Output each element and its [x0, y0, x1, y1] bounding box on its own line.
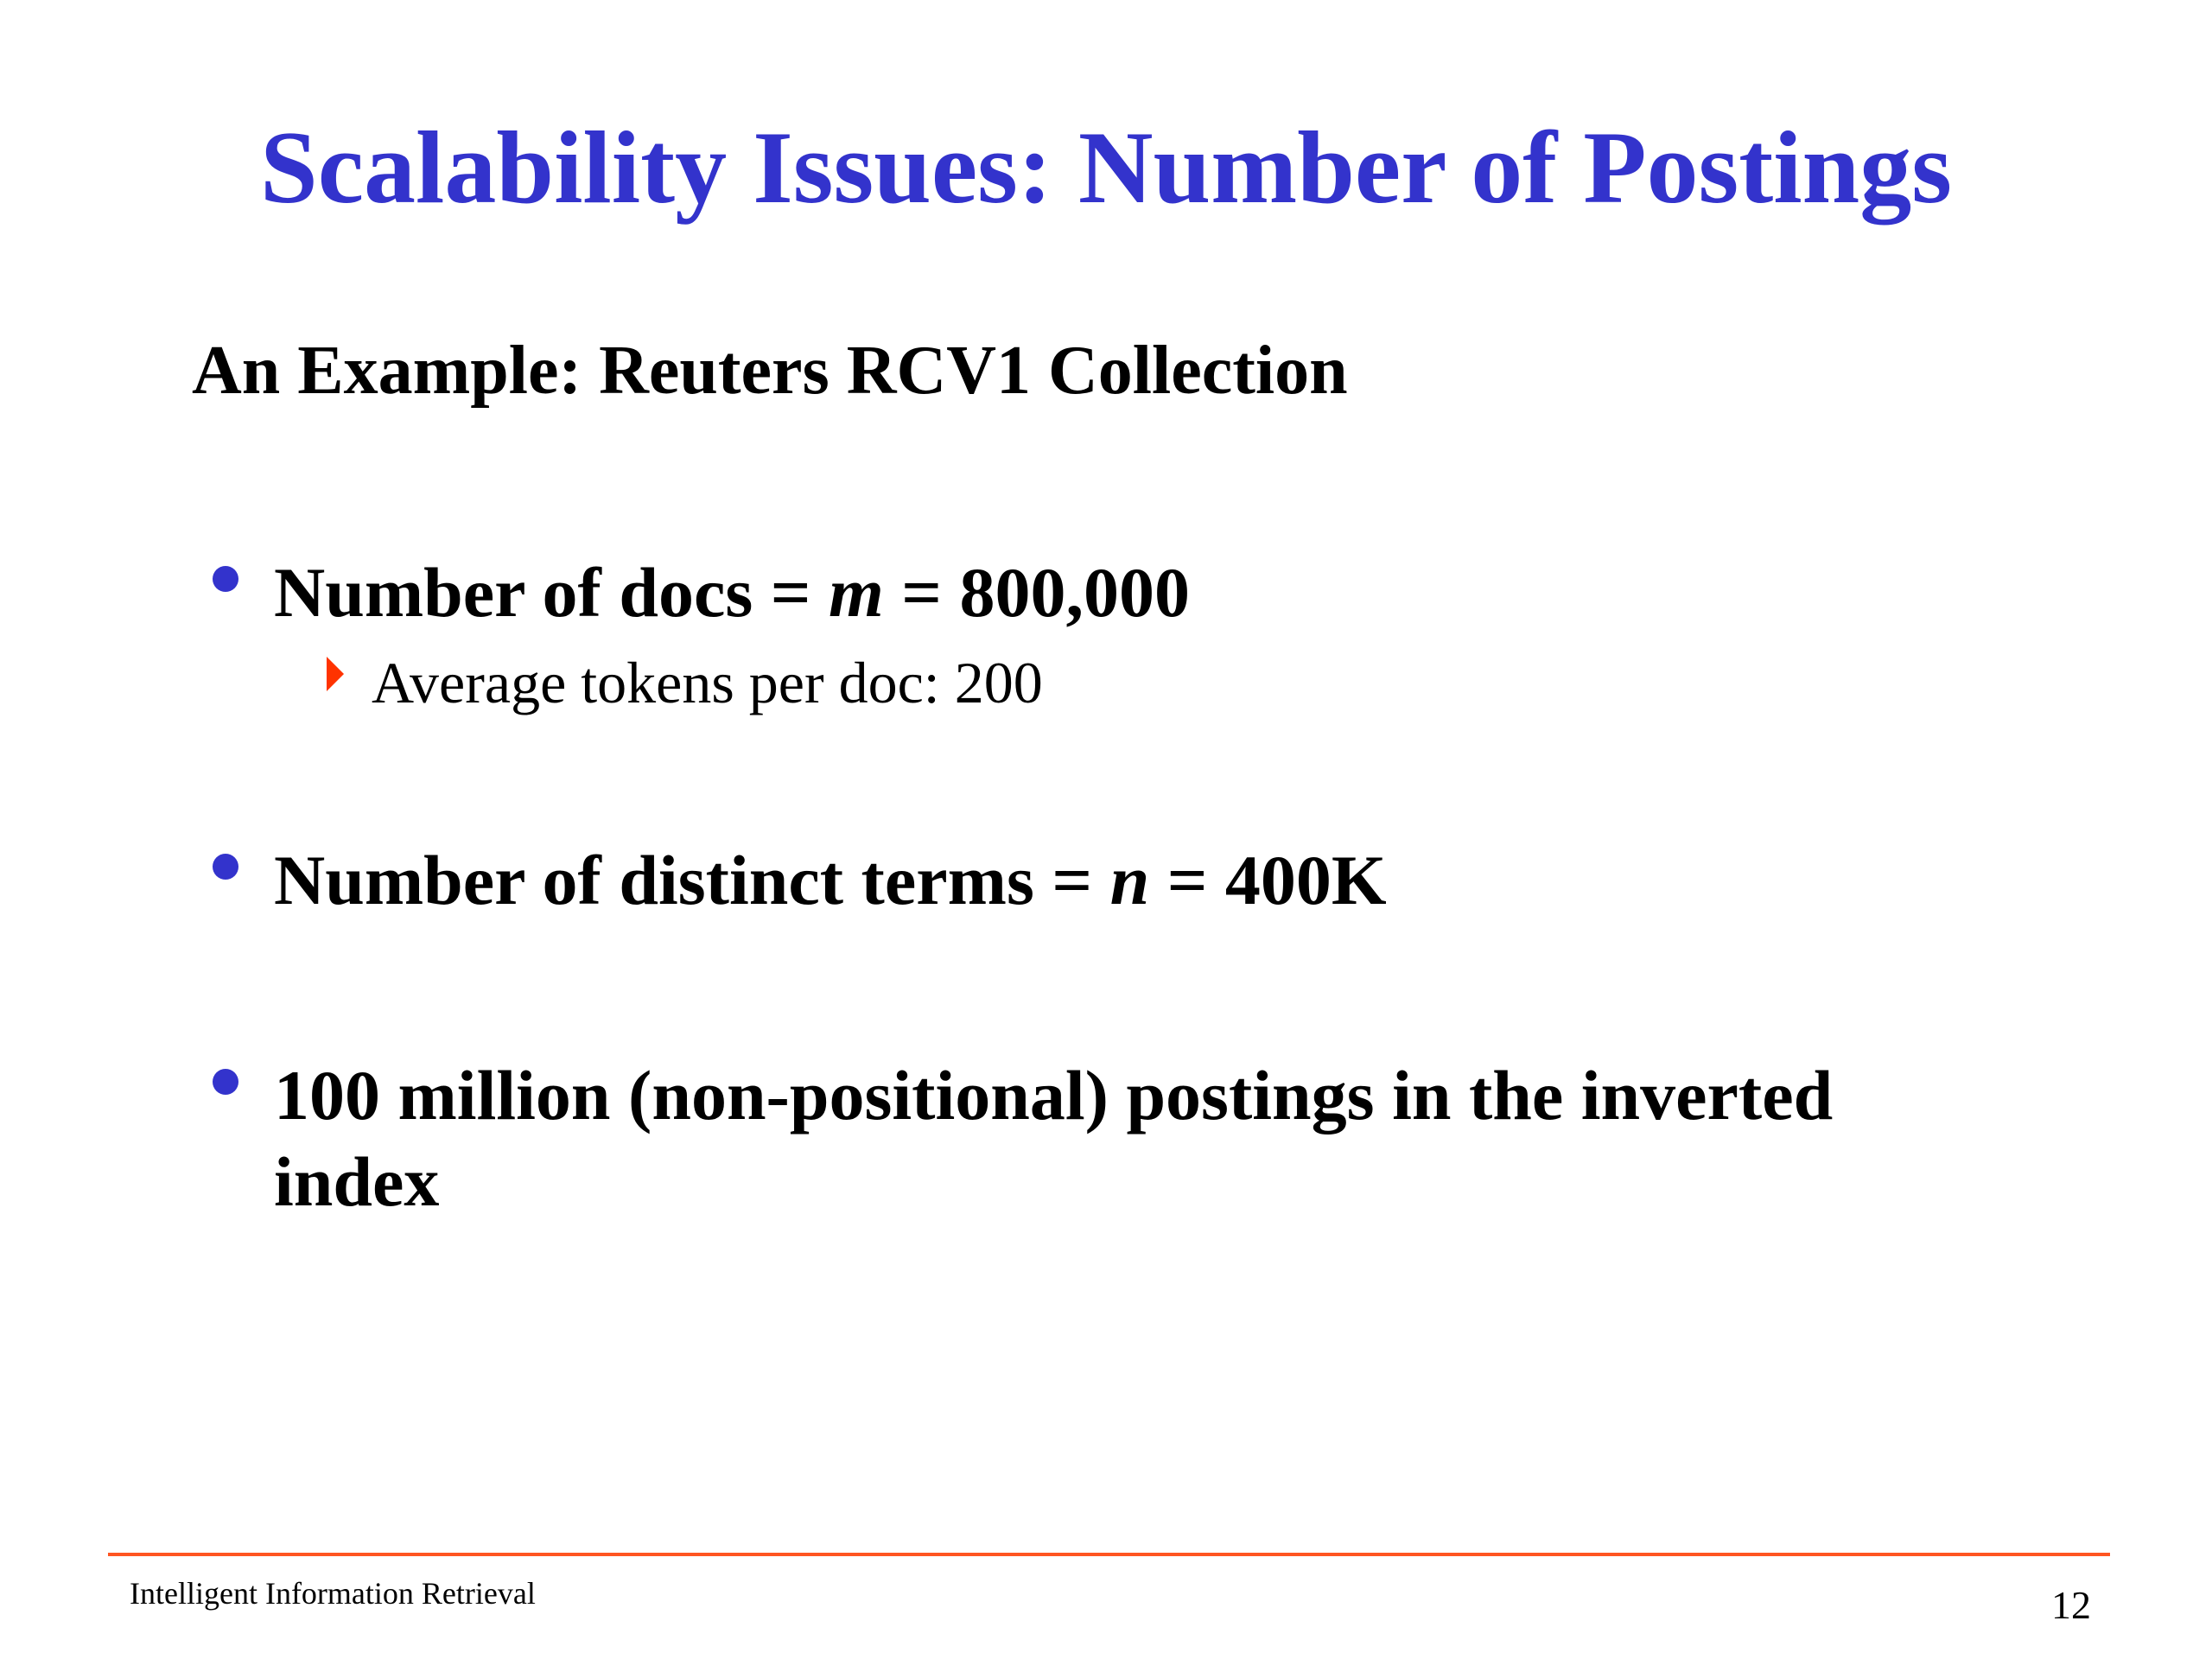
bullet-item-terms	[274, 837, 1387, 924]
sub-bullet-tokens: Average tokens per doc: 200	[372, 650, 1043, 715]
footer-course-title: Intelligent Information Retrieval	[130, 1576, 536, 1611]
bullet-dot-icon	[213, 1069, 238, 1095]
bullet-text-prefix: Number of distinct terms =	[274, 841, 1110, 919]
bullet-item-postings-line1: 100 million (non-positional) postings in the inverted	[274, 1056, 1834, 1135]
bullet-dot-icon	[213, 566, 238, 592]
bullet-text-prefix: Number of docs =	[274, 553, 829, 632]
bullet-item-docs	[274, 550, 1190, 636]
bullet-text-suffix: = 400K	[1149, 841, 1387, 919]
footer-divider	[108, 1553, 2110, 1556]
bullet-text-suffix: = 800,000	[883, 553, 1191, 632]
triangle-right-icon	[327, 657, 344, 691]
page-number: 12	[2051, 1583, 2091, 1627]
slide-subtitle: An Example: Reuters RCV1 Collection	[192, 333, 1348, 409]
bullet-variable: n	[1109, 841, 1150, 919]
slide-title: Scalability Issues: Number of Postings	[260, 110, 1952, 225]
bullet-dot-icon	[213, 854, 238, 880]
bullet-variable: m	[829, 553, 884, 632]
bullet-item-postings-line2: index	[274, 1142, 440, 1221]
